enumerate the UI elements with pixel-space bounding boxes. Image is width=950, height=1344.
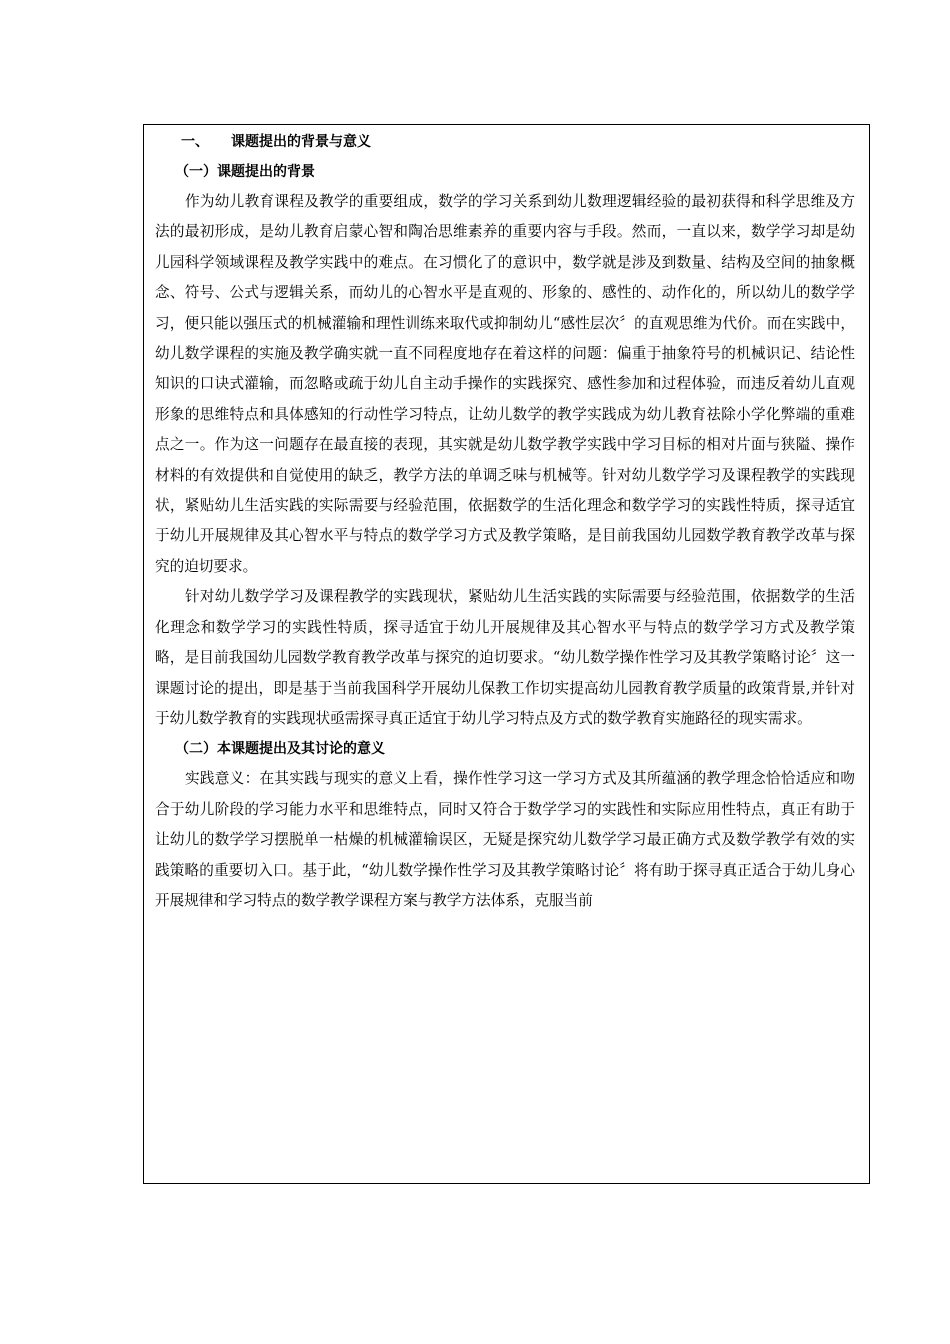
subsection-heading-background: （一）课题提出的背景 [175, 164, 315, 180]
document-body [155, 127, 855, 916]
subsection-heading-significance: （二）本课题提出及其讨论的意义 [175, 741, 385, 758]
content-table-cell [143, 124, 870, 1184]
paragraph: 作为幼儿教育课程及教学的重要组成，数学的学习关系到幼儿数理逻辑经验的最初获得和科学思维及方法的最初形成，是幼儿教育启蒙心智和陶冶思维素养的重要内容与手段。然而，一直以来，数学学习却是幼儿园科学领域课程及教学实践中的难点。在习惯化了的意识中，数学就是涉及到数量、结构及空间的抽象概念、符号、公式与逻辑关系，而幼儿的心智水平是直观的、形象的、感性的、动作化的，所以幼儿的数学学习，便只能以强压式的机械灌输和理性训练来取代或抑制幼儿“感性层次〞的直观思维为代价。而在实践中，幼儿数学课程的实施及教学确实就一直不同程度地存在着这样的问题：偏重于抽象符号的机械识记、结论性知识的口诀式灌输，而忽略或疏于幼儿自主动手操作的实践探究、感性参加和过程体验，而违反着幼儿直观形象的思维特点和具体感知的行动性学习特点，让幼儿数学的教学实践成为幼儿教育祛除小学化弊端的重难点之一。作为这一问题存在最直接的表现，其实就是幼儿数学教学实践中学习目标的相对片面与狭隘、操作材料的有效提供和自觉使用的缺乏，教学方法的单调乏味与机械等。针对幼儿数学学习及课程教学的实践现状，紧贴幼儿生活实践的实际需要与经验范围，依据数学的生活化理念和数学学习的实践性特质，探寻适宜于幼儿开展规律及其心智水平与特点的数学学习方式及教学策略，是目前我国幼儿园数学教育教学改革与探究的迫切要求。 [155, 193, 855, 575]
paragraph: 针对幼儿数学学习及课程教学的实践现状，紧贴幼儿生活实践的实际需要与经验范围，依据数学的生活化理念和数学学习的实践性特质，探寻适宜于幼儿开展规律及其心智水平与特点的数学学习方式及教学策略，是目前我国幼儿园数学教育教学改革与探究的迫切要求。“幼儿数学操作性学习及其教学策略讨论〞这一课题讨论的提出，即是基于当前我国科学开展幼儿保教工作切实提高幼儿园教育教学质量的政策背景,并针对于幼儿数学教育的实践现状亟需探寻真正适宜于幼儿学习特点及方式的数学教育实施路径的现实需求。 [155, 588, 855, 727]
section-heading [155, 127, 855, 157]
paragraph: 实践意义：在其实践与现实的意义上看，操作性学习这一学习方式及其所蕴涵的教学理念恰恰适应和吻合于幼儿阶段的学习能力水平和思维特点，同时又符合于数学学习的实践性和实际应用性特点，真正有助于让幼儿的数学学习摆脱单一枯燥的机械灌输误区，无疑是探究幼儿数学学习最正确方式及数学教学有效的实践策略的重要切入口。基于此，“幼儿数学操作性学习及其教学策略讨论〞将有助于探寻真正适合于幼儿身心开展规律和学习特点的数学教学课程方案与教学方法体系，克服当前 [155, 770, 855, 909]
section-title: 课题提出的背景与意义 [231, 134, 371, 150]
section-number: 一、 [181, 134, 209, 150]
